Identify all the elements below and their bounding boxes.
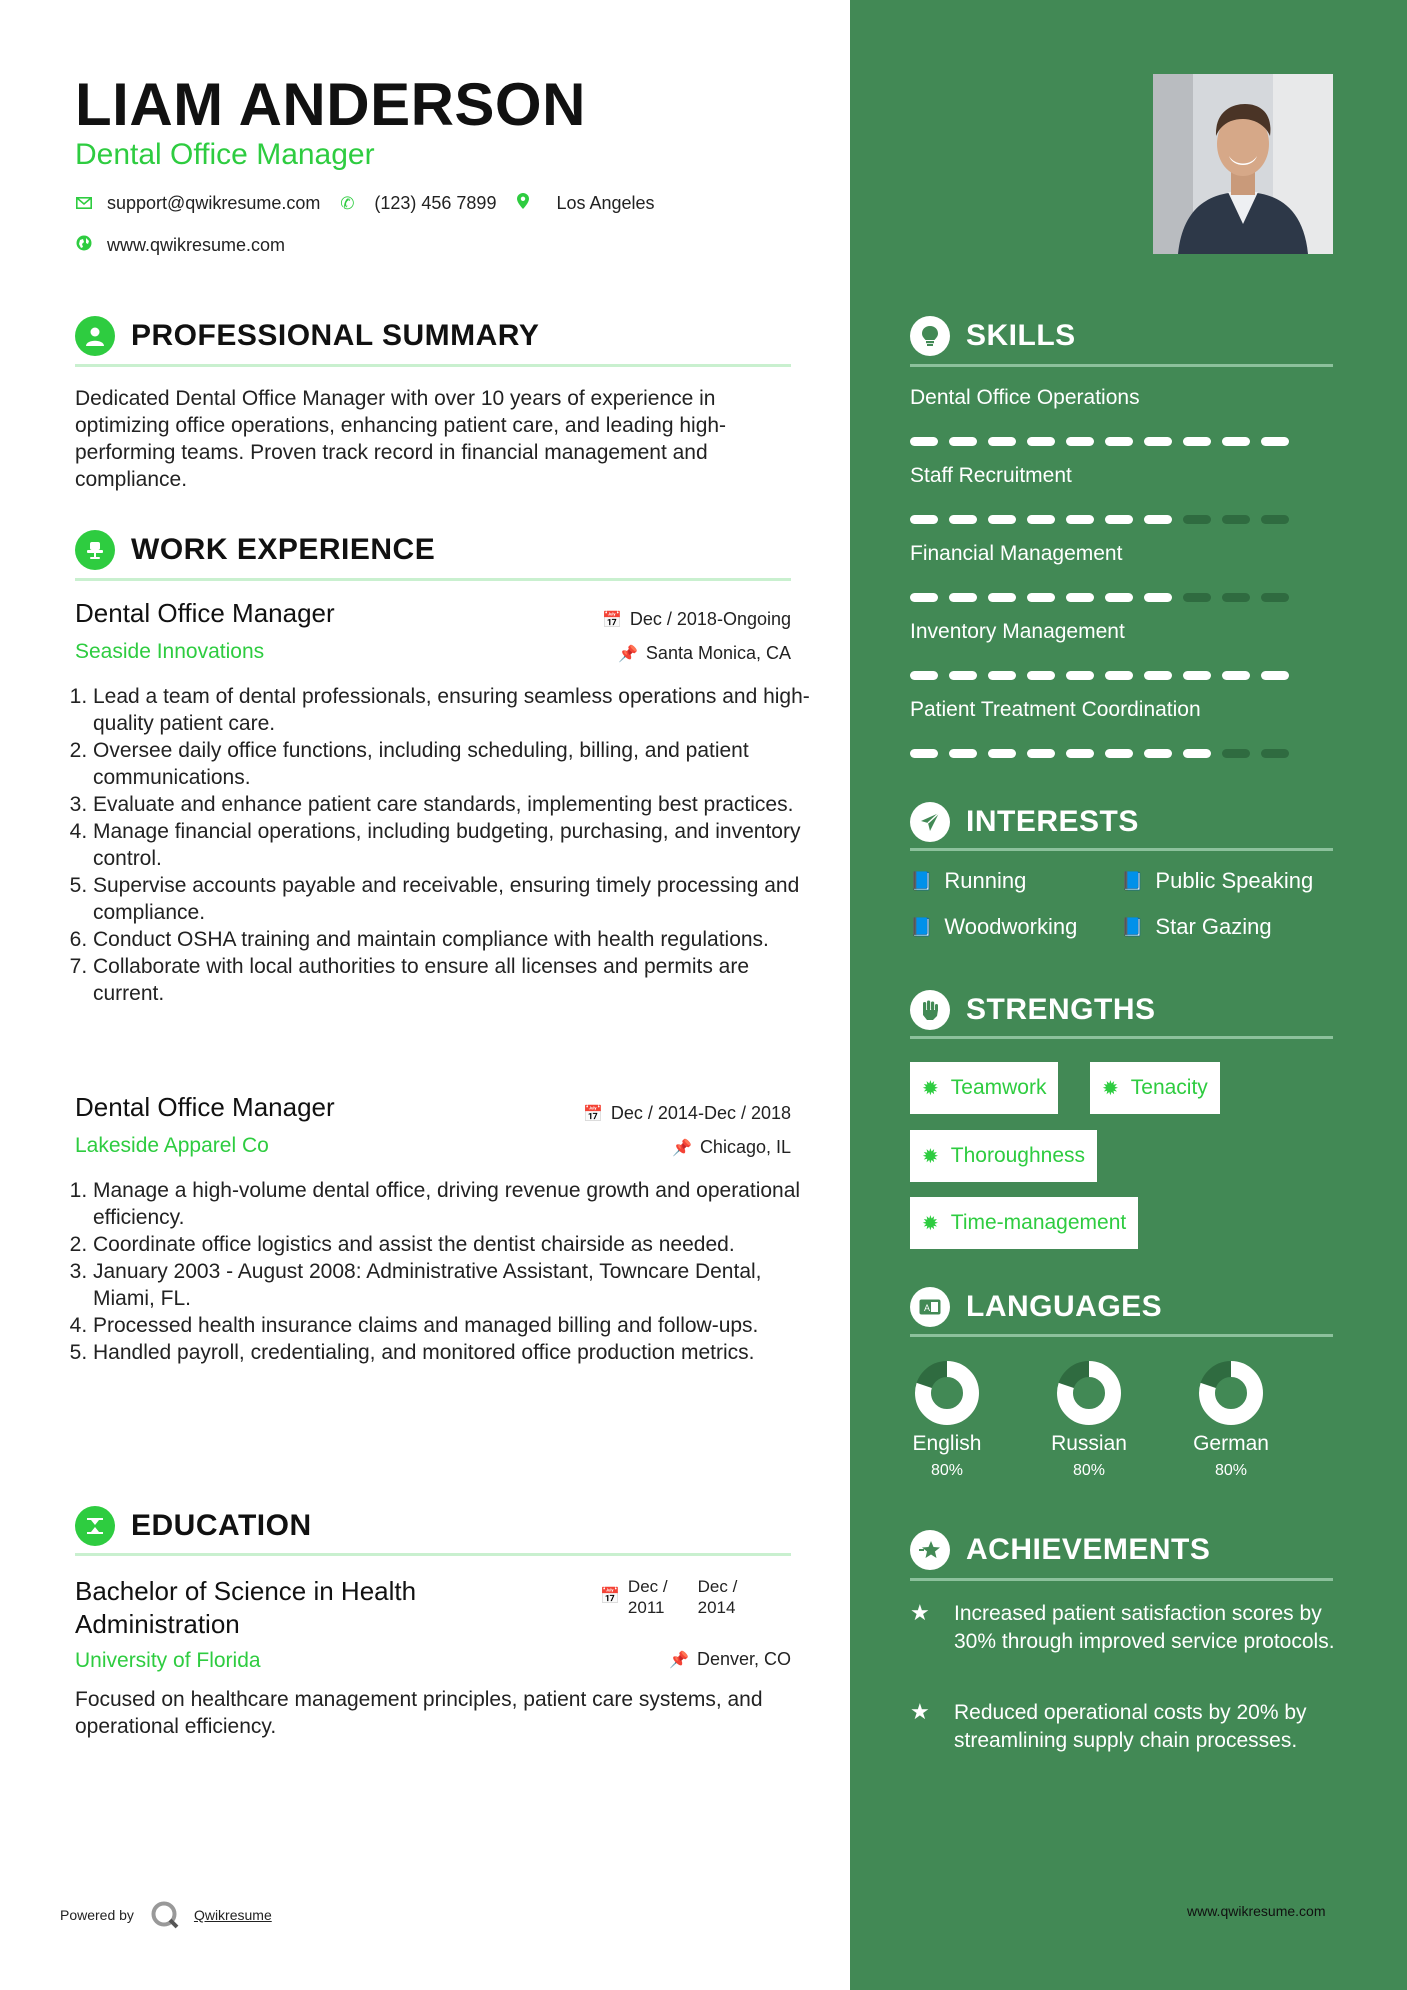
- skill-dash-empty: [1222, 749, 1250, 758]
- list-item: 1. Lead a team of dental professionals, ensuring seamless operations and high-quality patient care.: [93, 683, 813, 737]
- interest-item: [910, 914, 1077, 940]
- skill-2-bar: [910, 593, 1300, 602]
- skill-dash-empty: [1261, 593, 1289, 602]
- job-1-dates: [602, 609, 791, 630]
- list-item: 3. January 2003 - August 2008: Administrative Assistant, Towncare Dental, Miami, FL.: [93, 1258, 813, 1312]
- qwikresume-logo-icon: [150, 1900, 180, 1930]
- skill-dash-filled: [1066, 515, 1094, 524]
- job-2-dates: [583, 1103, 791, 1124]
- education-location: [669, 1649, 791, 1670]
- degree-line-2: Administration: [75, 1609, 240, 1639]
- education-heading: [75, 1506, 312, 1546]
- achievement-item: [910, 1699, 1344, 1755]
- calendar-icon: 📅: [601, 612, 622, 629]
- skill-dash-filled: [1066, 437, 1094, 446]
- interest-label: Woodworking: [944, 914, 1078, 939]
- language-percent: 80%: [1072, 1462, 1106, 1479]
- skill-dash-filled: [910, 593, 938, 602]
- achievements-title: ACHIEVEMENTS: [966, 1533, 1211, 1566]
- summary-text: Dedicated Dental Office Manager with over 10 years of experience in optimizing office operations, enhancing patient care, and leading high-performing teams. Proven track record in financial management and compliance.: [75, 387, 727, 491]
- strengths-divider: [910, 1036, 1333, 1039]
- skill-dash-empty: [1261, 515, 1289, 524]
- education-dates: [600, 1576, 737, 1618]
- graduate-icon: [75, 1506, 115, 1546]
- skill-dash-filled: [1066, 749, 1094, 758]
- star-badge-icon: [910, 1530, 950, 1570]
- skill-2-name: Financial Management: [910, 542, 1123, 565]
- qwikresume-link[interactable]: Qwikresume: [193, 1907, 272, 1923]
- achievements-divider: [910, 1578, 1333, 1581]
- skill-dash-filled: [1144, 671, 1172, 680]
- skill-dash-filled: [1066, 671, 1094, 680]
- skill-dash-filled: [1105, 749, 1133, 758]
- envelope-icon: [75, 194, 93, 214]
- language-item: [897, 1360, 997, 1480]
- education-end-line-1: Dec /: [697, 1577, 738, 1596]
- calendar-icon: 📅: [600, 1588, 620, 1605]
- strength-label: Tenacity: [1130, 1076, 1208, 1099]
- skill-dash-filled: [1144, 437, 1172, 446]
- list-item: 7. Collaborate with local authorities to ensure all licenses and permits are current.: [93, 953, 813, 1007]
- phone-text: (123) 456 7899: [374, 193, 497, 213]
- skill-dash-empty: [1222, 515, 1250, 524]
- skill-dash-filled: [949, 437, 977, 446]
- skill-dash-filled: [1144, 593, 1172, 602]
- skill-dash-filled: [1144, 515, 1172, 524]
- achievement-text: Increased patient satisfaction scores by 30% through improved service protocols.: [954, 1602, 1335, 1653]
- skill-dash-filled: [988, 515, 1016, 524]
- location-text: Los Angeles: [556, 193, 655, 213]
- interest-item: [910, 868, 1026, 894]
- skill-dash-filled: [1105, 515, 1133, 524]
- language-percent: 80%: [1214, 1462, 1248, 1479]
- education-end: [698, 1576, 738, 1618]
- list-item: 1. Manage a high-volume dental office, driving revenue growth and operational efficiency.: [93, 1177, 813, 1231]
- star-icon: ★: [910, 1699, 930, 1724]
- strength-label: Thoroughness: [950, 1144, 1086, 1167]
- skill-dash-filled: [1261, 437, 1289, 446]
- skill-dash-filled: [910, 437, 938, 446]
- language-name: Russian: [1051, 1432, 1127, 1455]
- skill-dash-filled: [949, 749, 977, 758]
- skills-divider: [910, 364, 1333, 367]
- education-divider: [75, 1553, 791, 1556]
- strength-label: Time-management: [950, 1211, 1127, 1234]
- skill-dash-empty: [1222, 593, 1250, 602]
- skill-dash-filled: [1222, 437, 1250, 446]
- skill-dash-filled: [910, 515, 938, 524]
- briefcase-chair-icon: [75, 530, 115, 570]
- interests-divider: [910, 848, 1333, 851]
- job-2-title: Dental Office Manager: [75, 1092, 335, 1122]
- achievements-heading: [910, 1530, 1210, 1570]
- pushpin-icon: 📌: [618, 646, 638, 663]
- experience-divider: [75, 578, 791, 581]
- list-item: 6. Conduct OSHA training and maintain compliance with health regulations.: [93, 926, 813, 953]
- candidate-name: LIAM ANDERSON: [75, 71, 586, 138]
- skill-dash-filled: [1027, 749, 1055, 758]
- interest-item: [1121, 914, 1272, 940]
- job-1-location: [618, 643, 791, 664]
- contact-row-secondary: [75, 235, 303, 256]
- website-link[interactable]: www.qwikresume.com: [107, 235, 286, 255]
- language-ring: [1198, 1360, 1264, 1426]
- list-item: 5. Handled payroll, credentialing, and monitored office production metrics.: [93, 1339, 813, 1366]
- skill-dash-empty: [1183, 515, 1211, 524]
- interests-title: INTERESTS: [966, 805, 1139, 838]
- book-icon: 📘: [910, 870, 933, 891]
- email-link[interactable]: support@qwikresume.com: [107, 193, 321, 213]
- badge-icon: ✹: [922, 1212, 939, 1235]
- skill-dash-empty: [1261, 749, 1289, 758]
- pushpin-icon: 📌: [669, 1652, 689, 1669]
- user-icon: [75, 316, 115, 356]
- book-icon: 📘: [1121, 870, 1144, 891]
- svg-text:A: A: [924, 1303, 931, 1313]
- badge-icon: ✹: [922, 1077, 939, 1100]
- skill-dash-filled: [1066, 593, 1094, 602]
- summary-divider: [75, 364, 791, 367]
- languages-title: LANGUAGES: [966, 1290, 1163, 1323]
- skill-0-bar: [910, 437, 1300, 446]
- education-title: EDUCATION: [131, 1509, 312, 1542]
- school-name: University of Florida: [75, 1649, 261, 1672]
- language-ring: [914, 1360, 980, 1426]
- fist-icon: [910, 990, 950, 1030]
- skill-dash-filled: [1027, 593, 1055, 602]
- phone-icon: ✆: [340, 193, 355, 213]
- skill-0-name: Dental Office Operations: [910, 386, 1140, 409]
- book-icon: 📘: [1121, 916, 1144, 937]
- list-item: 2. Oversee daily office functions, including scheduling, billing, and patient communications.: [93, 737, 813, 791]
- list-item: 2. Coordinate office logistics and assist the dentist chairside as needed.: [93, 1231, 813, 1258]
- book-icon: 📘: [910, 916, 933, 937]
- skills-title: SKILLS: [966, 319, 1076, 352]
- paper-plane-icon: [910, 802, 950, 842]
- pushpin-icon: 📌: [672, 1140, 692, 1157]
- job-2-company: Lakeside Apparel Co: [75, 1134, 269, 1157]
- skill-dash-filled: [949, 671, 977, 680]
- skill-dash-filled: [1261, 671, 1289, 680]
- skill-4-bar: [910, 749, 1300, 758]
- skill-dash-filled: [1144, 749, 1172, 758]
- language-item: [1039, 1360, 1139, 1480]
- badge-icon: ✹: [922, 1145, 939, 1168]
- skill-dash-filled: [1027, 437, 1055, 446]
- language-item: [1181, 1360, 1281, 1480]
- strengths-heading: [910, 990, 1156, 1030]
- language-ring: [1056, 1360, 1122, 1426]
- job-1-duties: [75, 683, 813, 1007]
- language-name: English: [912, 1432, 982, 1455]
- skill-dash-filled: [949, 515, 977, 524]
- education-start: [628, 1576, 668, 1618]
- list-item: 5. Supervise accounts payable and receivable, ensuring timely processing and compliance.: [93, 872, 813, 926]
- interest-label: Public Speaking: [1155, 868, 1314, 893]
- skill-dash-filled: [1183, 671, 1211, 680]
- skill-dash-filled: [949, 593, 977, 602]
- footer-website[interactable]: www.qwikresume.com: [1187, 1903, 1326, 1919]
- skill-dash-filled: [1027, 515, 1055, 524]
- map-pin-icon: [514, 193, 532, 214]
- contact-row-primary: [75, 193, 673, 214]
- job-1-company: Seaside Innovations: [75, 640, 265, 663]
- skill-dash-filled: [1105, 437, 1133, 446]
- globe-icon: [75, 235, 93, 256]
- skill-3-name: Inventory Management: [910, 620, 1125, 643]
- job-1-location-text: Santa Monica, CA: [645, 643, 791, 663]
- skill-dash-filled: [1183, 437, 1211, 446]
- skill-dash-filled: [910, 671, 938, 680]
- skill-dash-filled: [988, 671, 1016, 680]
- list-item: 3. Evaluate and enhance patient care standards, implementing best practices.: [93, 791, 813, 818]
- summary-heading: [75, 316, 539, 356]
- star-icon: ★: [910, 1600, 930, 1625]
- list-item: 4. Manage financial operations, including budgeting, purchasing, and inventory control.: [93, 818, 813, 872]
- skill-3-bar: [910, 671, 1300, 680]
- achievement-text: Reduced operational costs by 20% by streamlining supply chain processes.: [954, 1701, 1307, 1752]
- strength-tag: [910, 1130, 1097, 1182]
- skill-dash-filled: [1222, 671, 1250, 680]
- languages-heading: [910, 1287, 1162, 1327]
- skill-dash-filled: [988, 749, 1016, 758]
- interest-item: [1121, 868, 1313, 894]
- interests-heading: [910, 802, 1139, 842]
- strength-tag: [1090, 1062, 1220, 1114]
- degree-title: [75, 1575, 416, 1641]
- language-percent: 80%: [930, 1462, 964, 1479]
- education-end-line-2: 2014: [697, 1598, 736, 1617]
- lightbulb-icon: [910, 316, 950, 356]
- skill-dash-filled: [988, 593, 1016, 602]
- job-2-location: [672, 1137, 791, 1158]
- profile-photo: [1153, 74, 1333, 254]
- calendar-icon: 📅: [582, 1106, 603, 1123]
- education-start-line-1: Dec /: [627, 1577, 668, 1596]
- skill-4-name: Patient Treatment Coordination: [910, 698, 1201, 721]
- language-icon: [910, 1287, 950, 1327]
- education-location-text: Denver, CO: [696, 1649, 791, 1669]
- interest-label: Star Gazing: [1155, 914, 1272, 939]
- skill-dash-empty: [1183, 593, 1211, 602]
- skills-heading: [910, 316, 1076, 356]
- skill-1-bar: [910, 515, 1300, 524]
- strengths-title: STRENGTHS: [966, 993, 1156, 1026]
- job-2-duties: [75, 1177, 813, 1366]
- experience-heading: [75, 530, 435, 570]
- languages-divider: [910, 1334, 1333, 1337]
- skill-1-name: Staff Recruitment: [910, 464, 1072, 487]
- footer-powered-by: [60, 1900, 272, 1930]
- achievement-item: [910, 1600, 1344, 1656]
- degree-line-1: Bachelor of Science in Health: [75, 1576, 417, 1606]
- job-1-title: Dental Office Manager: [75, 598, 335, 628]
- education-text: Focused on healthcare management principles, patient care systems, and operational efficiency.: [75, 1688, 763, 1738]
- powered-by-text: Powered by: [60, 1907, 134, 1923]
- summary-title: PROFESSIONAL SUMMARY: [131, 319, 540, 352]
- strength-tag: [910, 1197, 1138, 1249]
- strength-tag: [910, 1062, 1058, 1114]
- skill-dash-filled: [910, 749, 938, 758]
- skill-dash-filled: [1027, 671, 1055, 680]
- skill-dash-filled: [1105, 593, 1133, 602]
- candidate-title: Dental Office Manager: [75, 138, 375, 171]
- job-2-dates-text: Dec / 2014-Dec / 2018: [610, 1103, 791, 1123]
- job-2-location-text: Chicago, IL: [699, 1137, 791, 1157]
- education-start-line-2: 2011: [627, 1598, 665, 1617]
- job-1-dates-text: Dec / 2018-Ongoing: [629, 609, 791, 629]
- skill-dash-filled: [988, 437, 1016, 446]
- list-item: 4. Processed health insurance claims and managed billing and follow-ups.: [93, 1312, 813, 1339]
- language-name: German: [1193, 1432, 1269, 1455]
- badge-icon: ✹: [1102, 1077, 1119, 1100]
- skill-dash-filled: [1183, 749, 1211, 758]
- strength-label: Teamwork: [950, 1076, 1047, 1099]
- skill-dash-filled: [1105, 671, 1133, 680]
- experience-title: WORK EXPERIENCE: [131, 533, 436, 566]
- interest-label: Running: [944, 868, 1027, 893]
